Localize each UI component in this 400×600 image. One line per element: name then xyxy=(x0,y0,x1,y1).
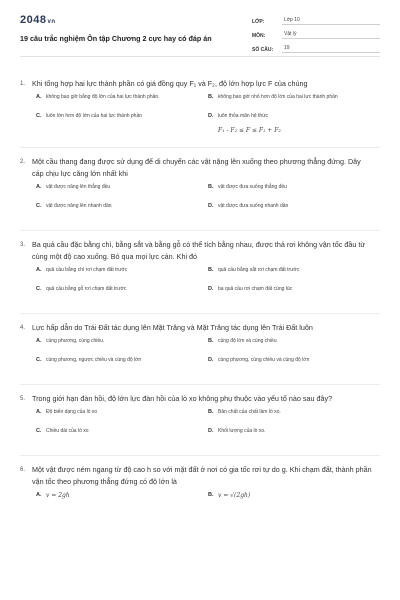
option-letter: A. xyxy=(36,409,42,415)
option-text: quả cầu bằng sắt rơi chạm đất trước xyxy=(218,267,300,273)
answer-options xyxy=(20,338,380,376)
question xyxy=(20,322,380,376)
option-text: luôn lớn hơn độ lớn của hai lực thành phần xyxy=(46,113,143,119)
option-letter: A. xyxy=(36,94,42,100)
option-letter: D. xyxy=(208,113,214,119)
question-list xyxy=(20,78,380,519)
meta-row-subject xyxy=(252,28,380,39)
question-divider xyxy=(20,384,380,385)
question-stem xyxy=(20,239,380,263)
option-letter: D. xyxy=(208,357,214,363)
option-letter: B. xyxy=(208,184,214,190)
option-letter: D. xyxy=(208,428,214,434)
meta-row-count xyxy=(252,42,380,53)
question xyxy=(20,464,380,511)
answer-option-b[interactable] xyxy=(208,184,380,198)
answer-option-a[interactable] xyxy=(36,267,208,281)
header-divider xyxy=(20,56,380,57)
question-stem xyxy=(20,78,380,90)
question-number: 1. xyxy=(20,81,26,87)
answer-option-d[interactable] xyxy=(208,286,380,300)
option-text: ba quả cầu rơi chạm đất cùng lúc xyxy=(218,286,293,292)
meta-row-class xyxy=(252,14,380,25)
answer-option-d[interactable] xyxy=(208,428,380,442)
meta-value: Vật lý xyxy=(282,31,380,39)
option-letter: A. xyxy=(36,338,42,344)
answer-option-b[interactable] xyxy=(208,409,380,423)
answer-option-a[interactable] xyxy=(36,409,208,423)
question-text: Ba quả cầu đặc bằng chì, bằng sắt và bằng gỗ có thể tích bằng nhau, được thả rơi không vận tốc đầu từ cùng một độ cao xuống. Bỏ qua mọi lực cản. Khi đó xyxy=(32,240,366,261)
option-text: vật được đưa xuống thẳng đều xyxy=(218,184,287,190)
answer-option-b[interactable] xyxy=(208,94,380,108)
question xyxy=(20,239,380,305)
question xyxy=(20,78,380,139)
document-meta xyxy=(252,14,380,56)
option-text: cùng phương, ngược chiều và cùng độ lớn xyxy=(46,357,142,363)
answer-option-a[interactable] xyxy=(36,492,208,506)
option-letter: B. xyxy=(208,94,214,100)
option-text: không bao giờ nhỏ hơn độ lớn của hai lực thành phần xyxy=(218,94,338,100)
question-number: 6. xyxy=(20,467,26,473)
question-stem xyxy=(20,464,380,488)
option-text: không bao giờ bằng độ lớn của hai lực thành phần. xyxy=(46,94,160,100)
question-stem xyxy=(20,393,380,405)
question-text: Một cầu thang đang được sử dụng để di chuyển các vật nặng lên xuống theo phương thẳng đứng. Dây cáp chịu lực căng lớn nhất khi xyxy=(32,157,361,178)
option-formula: F₁ - F₂ ≤ F ≤ F₁ + F₂ xyxy=(218,126,281,134)
option-text: vật được nâng lên nhanh dần xyxy=(46,203,112,209)
option-letter: D. xyxy=(208,203,214,209)
answer-option-c[interactable] xyxy=(36,428,208,442)
logo-text: 2048 xyxy=(20,14,47,26)
question-text: Lực hấp dẫn do Trái Đất tác dụng lên Mặt Trăng và Mặt Trăng tác dụng lên Trái Đất luôn xyxy=(32,323,313,332)
question-text: Trong giới hạn đàn hồi, độ lớn lực đàn hồi của lò xo không phụ thuộc vào yếu tố nào sau đây? xyxy=(32,394,333,403)
question-number: 5. xyxy=(20,396,26,402)
answer-option-d[interactable] xyxy=(208,357,380,371)
answer-option-b[interactable] xyxy=(208,338,380,352)
question-divider xyxy=(20,147,380,148)
answer-option-d[interactable] xyxy=(208,203,380,217)
option-letter: A. xyxy=(36,492,42,498)
option-letter: C. xyxy=(36,428,42,434)
page-header xyxy=(0,0,400,70)
answer-option-a[interactable] xyxy=(36,184,208,198)
answer-option-d[interactable] xyxy=(208,113,380,134)
option-text: vật được nâng lên thẳng đều xyxy=(46,184,111,190)
answer-option-b[interactable] xyxy=(208,492,380,506)
answer-options xyxy=(20,94,380,139)
answer-options xyxy=(20,492,380,511)
answer-option-c[interactable] xyxy=(36,286,208,300)
answer-option-c[interactable] xyxy=(36,357,208,371)
option-text: cùng độ lớn và cùng chiều xyxy=(218,338,277,344)
answer-option-b[interactable] xyxy=(208,267,380,281)
option-letter: A. xyxy=(36,184,42,190)
option-letter: D. xyxy=(208,286,214,292)
option-text: luôn thỏa mãn hệ thức xyxy=(218,113,269,119)
option-formula: v = √(2gh) xyxy=(218,492,251,499)
question-divider xyxy=(20,230,380,231)
answer-option-a[interactable] xyxy=(36,94,208,108)
option-letter: A. xyxy=(36,267,42,273)
meta-value: 19 xyxy=(282,45,380,53)
document-title: 19 câu trắc nghiệm Ôn tập Chương 2 cực hay có đáp án xyxy=(20,34,212,43)
option-letter: B. xyxy=(208,409,214,415)
answer-options xyxy=(20,184,380,222)
question xyxy=(20,156,380,222)
meta-label: MÔN: xyxy=(252,33,266,39)
question xyxy=(20,393,380,447)
answer-option-a[interactable] xyxy=(36,338,208,352)
meta-value: Lớp 10 xyxy=(282,17,380,25)
answer-options xyxy=(20,267,380,305)
site-logo[interactable] xyxy=(20,14,56,26)
option-text: cùng phương, cùng chiều. xyxy=(46,338,105,344)
option-letter: C. xyxy=(36,203,42,209)
option-letter: C. xyxy=(36,357,42,363)
answer-option-c[interactable] xyxy=(36,203,208,217)
option-letter: B. xyxy=(208,267,214,273)
option-content xyxy=(218,113,374,134)
question-text: Một vật được ném ngang từ độ cao h so với mặt đất ở nơi có gia tốc rơi tự do g. Khi chạm đất, thành phần vận tốc theo phương thẳng đứng có độ lớn là xyxy=(32,465,372,486)
option-text: Độ biến dạng của lò xo xyxy=(46,409,98,415)
option-formula: v = 2gh xyxy=(46,492,70,499)
question-number: 2. xyxy=(20,159,26,165)
question-number: 3. xyxy=(20,242,26,248)
option-text: quả cầu bằng gỗ rơi chạm đất trước xyxy=(46,286,127,292)
meta-label: LỚP: xyxy=(252,19,265,25)
logo-suffix: vn xyxy=(47,19,56,25)
option-text: Khối lượng của lò xo. xyxy=(218,428,266,434)
question-divider xyxy=(20,313,380,314)
option-letter: C. xyxy=(36,286,42,292)
question-text: Khi tổng hợp hai lực thành phần có giá đồng quy F₁ và F₂, độ lớn hợp lực F của chúng xyxy=(32,79,308,88)
option-text: cùng phương, cùng chiều và cùng độ lớn xyxy=(218,357,310,363)
option-text: vật được đưa xuống nhanh dần xyxy=(218,203,289,209)
option-letter: C. xyxy=(36,113,42,119)
answer-options xyxy=(20,409,380,447)
option-text: Chiều dài của lò xo xyxy=(46,428,89,434)
question-number: 4. xyxy=(20,325,26,331)
option-text: Bản chất của chất làm lò xo. xyxy=(218,409,281,415)
option-letter: B. xyxy=(208,492,214,498)
question-stem xyxy=(20,156,380,180)
answer-option-c[interactable] xyxy=(36,113,208,134)
option-text: quả cầu bằng chì rơi chạm đất trước xyxy=(46,267,128,273)
question-stem xyxy=(20,322,380,334)
question-divider xyxy=(20,455,380,456)
meta-label: SỐ CÂU: xyxy=(252,47,274,53)
option-letter: B. xyxy=(208,338,214,344)
